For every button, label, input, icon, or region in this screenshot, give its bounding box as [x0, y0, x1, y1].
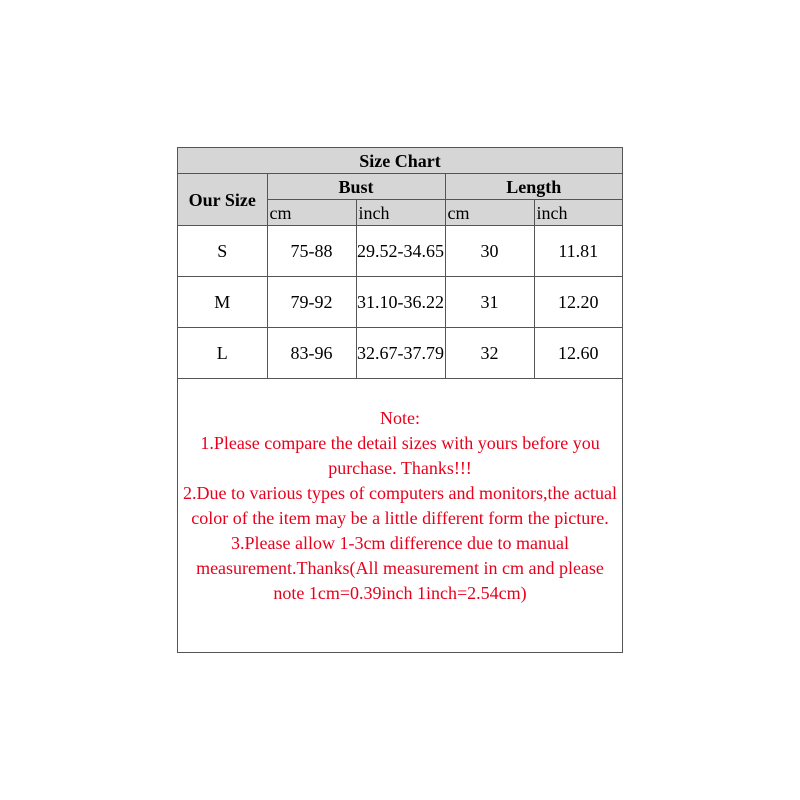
chart-title: Size Chart — [178, 148, 622, 174]
bust-cm-cell: 83-96 — [267, 328, 356, 379]
bust-inch-cell: 29.52-34.65 — [356, 226, 445, 277]
header-bust-cm: cm — [267, 200, 356, 226]
note-line-3: 3.Please allow 1-3cm difference due to manual measurement.Thanks(All measurement in cm and please note 1cm=0.39inch 1inch=2.54cm) — [196, 533, 604, 603]
table-row — [178, 226, 622, 277]
bust-cm-cell: 79-92 — [267, 277, 356, 328]
header-our-size: Our Size — [178, 174, 267, 226]
length-cm-cell: 31 — [445, 277, 534, 328]
header-bust-inch: inch — [356, 200, 445, 226]
header-length-cm: cm — [445, 200, 534, 226]
note-line-1: 1.Please compare the detail sizes with yours before you purchase. Thanks!!! — [200, 433, 600, 478]
bust-inch-cell: 32.67-37.79 — [356, 328, 445, 379]
size-table — [178, 148, 622, 379]
size-chart — [177, 147, 623, 653]
header-bust: Bust — [267, 174, 445, 200]
length-inch-cell: 11.81 — [534, 226, 622, 277]
length-inch-cell: 12.20 — [534, 277, 622, 328]
length-cm-cell: 32 — [445, 328, 534, 379]
note-heading: Note: — [380, 408, 420, 428]
table-row — [178, 277, 622, 328]
size-cell: S — [178, 226, 267, 277]
table-row — [178, 328, 622, 379]
header-length-inch: inch — [534, 200, 622, 226]
size-cell: M — [178, 277, 267, 328]
length-inch-cell: 12.60 — [534, 328, 622, 379]
header-length: Length — [445, 174, 622, 200]
size-cell: L — [178, 328, 267, 379]
note-line-2: 2.Due to various types of computers and monitors,the actual color of the item may be a little different form the picture. — [183, 483, 617, 528]
length-cm-cell: 30 — [445, 226, 534, 277]
note-section — [178, 406, 622, 606]
bust-cm-cell: 75-88 — [267, 226, 356, 277]
bust-inch-cell: 31.10-36.22 — [356, 277, 445, 328]
